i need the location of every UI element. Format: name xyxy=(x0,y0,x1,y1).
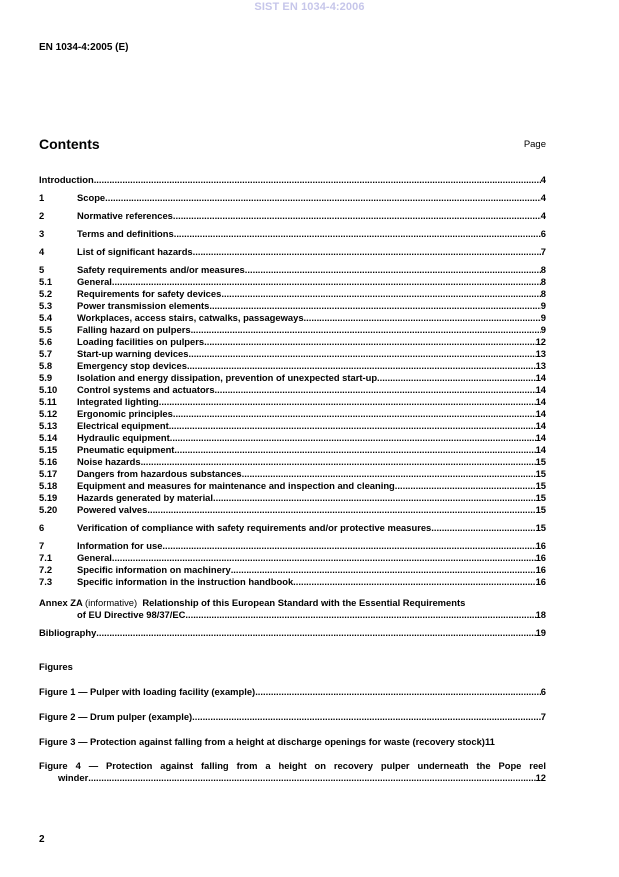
toc-entry-title: Dangers from hazardous substances xyxy=(77,468,242,479)
toc-entry-number: 5.2 xyxy=(39,288,53,299)
toc-entry-page: 4 xyxy=(540,192,546,203)
toc-entry-page: 9 xyxy=(540,312,546,323)
toc-entry-page: 14 xyxy=(535,432,546,443)
toc-entry-page: 9 xyxy=(540,300,546,311)
toc-entry[interactable] xyxy=(39,468,546,480)
page-number: 2 xyxy=(39,834,45,845)
toc-entry[interactable] xyxy=(39,540,546,552)
toc-leader-dots xyxy=(187,360,536,372)
toc-entry-number: 7.3 xyxy=(39,576,53,587)
toc-leader-dots xyxy=(293,576,535,588)
toc-entry-number: 5.1 xyxy=(39,276,53,287)
toc-entry-page: 7 xyxy=(540,246,546,257)
toc-entry[interactable] xyxy=(39,492,546,504)
toc-leader-dots xyxy=(174,444,535,456)
toc-entry-title: List of significant hazards xyxy=(77,246,193,257)
toc-entry-number: 5.15 xyxy=(39,444,58,455)
toc-entry-number: 5.20 xyxy=(39,504,58,515)
toc-entry-page: 15 xyxy=(535,504,546,515)
toc-leader-dots xyxy=(170,432,536,444)
toc-leader-dots xyxy=(215,384,536,396)
figure-title-line1: Figure 4 — Protection against falling from a height on recovery pulper underneath the Pope reel xyxy=(39,760,546,771)
toc-leader-dots xyxy=(162,540,535,552)
toc-annex-entry-continued[interactable] xyxy=(39,609,546,621)
toc-entry-title: Information for use xyxy=(77,540,163,551)
figure-title-line2: winder xyxy=(58,772,89,783)
toc-entry-title: Falling hazard on pulpers xyxy=(77,324,191,335)
toc-entry-bibliography[interactable] xyxy=(39,627,546,639)
toc-entry[interactable] xyxy=(39,210,546,222)
toc-entry-title: Emergency stop devices xyxy=(77,360,187,371)
toc-entry[interactable] xyxy=(39,384,546,396)
toc-leader-dots xyxy=(141,456,536,468)
toc-leader-dots xyxy=(112,552,536,564)
toc-entry-page: 14 xyxy=(535,384,546,395)
toc-entry-title: Introduction xyxy=(39,174,94,185)
figure-title: Figure 2 — Drum pulper (example) xyxy=(39,711,193,722)
figure-page: 7 xyxy=(540,711,546,722)
toc-entry-number: 7.2 xyxy=(39,564,53,575)
toc-entry-title: Specific information on machinery xyxy=(77,564,231,575)
toc-entry[interactable] xyxy=(39,348,546,360)
toc-leader-dots xyxy=(169,420,536,432)
toc-entry-number: 1 xyxy=(39,192,45,203)
toc-entry-page: 14 xyxy=(535,408,546,419)
toc-entry-title: Integrated lighting xyxy=(77,396,159,407)
toc-entry[interactable] xyxy=(39,564,546,576)
toc-entry[interactable] xyxy=(39,192,546,204)
figure-entry[interactable] xyxy=(39,686,546,698)
annex-title-line1: Relationship of this European Standard with the Essential Requirements xyxy=(142,597,466,608)
toc-entry-page: 15 xyxy=(535,456,546,467)
toc-entry-number: 5.7 xyxy=(39,348,53,359)
toc-entry-number: 4 xyxy=(39,246,45,257)
toc-leader-dots xyxy=(245,264,541,276)
figure-entry[interactable] xyxy=(39,760,546,772)
toc-entry-title: Pneumatic equipment xyxy=(77,444,175,455)
figure-entry-continued[interactable] xyxy=(58,772,546,784)
toc-entry-page: 4 xyxy=(540,210,546,221)
toc-entry-number: 5.12 xyxy=(39,408,58,419)
toc-entry-number: 2 xyxy=(39,210,45,221)
toc-entry-page: 13 xyxy=(535,348,546,359)
document-id: EN 1034-4:2005 (E) xyxy=(39,42,129,53)
toc-entry-title: General xyxy=(77,552,112,563)
toc-leader-dots xyxy=(173,408,536,420)
toc-entry-page: 19 xyxy=(535,627,546,638)
toc-leader-dots xyxy=(88,772,535,784)
toc-entry-page: 8 xyxy=(540,264,546,275)
toc-entry[interactable] xyxy=(39,552,546,564)
toc-entry-number: 5.11 xyxy=(39,396,57,407)
figure-entry[interactable] xyxy=(39,711,546,723)
toc-leader-dots xyxy=(159,396,536,408)
toc-annex-entry[interactable] xyxy=(39,597,465,609)
toc-entry-page: 14 xyxy=(535,396,546,407)
toc-leader-dots xyxy=(191,324,541,336)
toc-entry-number: 5.17 xyxy=(39,468,58,479)
toc-entry-page: 15 xyxy=(535,492,546,503)
toc-entry-page: 16 xyxy=(535,552,546,563)
toc-leader-dots xyxy=(105,192,541,204)
toc-entry[interactable] xyxy=(39,408,546,420)
toc-entry-introduction[interactable] xyxy=(39,174,546,186)
toc-entry-number: 5.16 xyxy=(39,456,58,467)
toc-entry-title: Specific information in the instruction handbook xyxy=(77,576,294,587)
toc-entry-title: Ergonomic principles xyxy=(77,408,173,419)
toc-entry-title: Loading facilities on pulpers xyxy=(77,336,205,347)
toc-entry-title: Start-up warning devices xyxy=(77,348,189,359)
toc-entry-page: 12 xyxy=(535,336,546,347)
toc-entry[interactable] xyxy=(39,432,546,444)
toc-entry[interactable] xyxy=(39,360,546,372)
figure-title: Figure 3 — Protection against falling from a height at discharge openings for waste (recovery stock) xyxy=(39,736,485,747)
toc-entry-number: 5.9 xyxy=(39,372,53,383)
toc-entry-page: 14 xyxy=(535,372,546,383)
toc-entry-number: 7 xyxy=(39,540,45,551)
toc-leader-dots xyxy=(174,228,541,240)
toc-entry-title: Powered valves xyxy=(77,504,148,515)
toc-leader-dots xyxy=(255,686,541,698)
toc-leader-dots xyxy=(431,522,535,534)
toc-entry-number: 5.13 xyxy=(39,420,58,431)
page-column-label: Page xyxy=(523,139,546,150)
annex-label: Annex ZA xyxy=(39,597,83,608)
toc-leader-dots xyxy=(204,336,535,348)
figure-page: 6 xyxy=(540,686,546,697)
toc-entry-number: 5.8 xyxy=(39,360,53,371)
toc-entry-number: 3 xyxy=(39,228,45,239)
toc-entry-title: Requirements for safety devices xyxy=(77,288,222,299)
toc-entry-title: Safety requirements and/or measures xyxy=(77,264,245,275)
toc-entry[interactable] xyxy=(39,288,546,300)
toc-leader-dots xyxy=(94,174,541,186)
toc-entry[interactable] xyxy=(39,576,546,588)
toc-entry[interactable] xyxy=(39,312,546,324)
toc-entry-title: Electrical equipment xyxy=(77,420,169,431)
toc-entry-page: 6 xyxy=(540,228,546,239)
toc-entry[interactable] xyxy=(39,504,546,516)
toc-entry-page: 8 xyxy=(540,288,546,299)
toc-entry-number: 5.4 xyxy=(39,312,53,323)
toc-entry-number: 7.1 xyxy=(39,552,53,563)
toc-entry[interactable] xyxy=(39,228,546,240)
toc-entry-title: Normative references xyxy=(77,210,173,221)
toc-entry-page: 9 xyxy=(540,324,546,335)
toc-entry-page: 4 xyxy=(540,174,546,185)
toc-entry-page: 16 xyxy=(535,540,546,551)
toc-entry[interactable] xyxy=(39,372,546,384)
toc-entry-page: 16 xyxy=(535,564,546,575)
toc-leader-dots xyxy=(185,609,535,621)
toc-entry-title: Equipment and measures for maintenance and inspection and cleaning xyxy=(77,480,395,491)
toc-entry-number: 5.6 xyxy=(39,336,53,347)
toc-entry-number: 5.18 xyxy=(39,480,58,491)
toc-leader-dots xyxy=(377,372,536,384)
toc-entry-page: 8 xyxy=(540,276,546,287)
toc-entry-title: Isolation and energy dissipation, prevention of unexpected start-up xyxy=(77,372,378,383)
figure-entry[interactable] xyxy=(39,736,546,748)
toc-entry-number: 5 xyxy=(39,264,45,275)
annex-qualifier: (informative) xyxy=(85,597,138,608)
toc-entry[interactable] xyxy=(39,336,546,348)
toc-entry-number: 5.5 xyxy=(39,324,53,335)
toc-leader-dots xyxy=(192,711,541,723)
toc-entry-number: 5.19 xyxy=(39,492,58,503)
toc-entry[interactable] xyxy=(39,444,546,456)
toc-entry[interactable] xyxy=(39,246,546,258)
toc-entry-page: 15 xyxy=(535,522,546,533)
toc-leader-dots xyxy=(96,627,535,639)
toc-entry-title: Terms and definitions xyxy=(77,228,174,239)
toc-leader-dots xyxy=(395,480,536,492)
figures-heading: Figures xyxy=(39,661,73,672)
toc-entry-title: Scope xyxy=(77,192,106,203)
toc-entry-number: 5.10 xyxy=(39,384,58,395)
figure-page: 11 xyxy=(484,736,495,747)
toc-entry-title: Bibliography xyxy=(39,627,97,638)
toc-entry-title: Verification of compliance with safety requirements and/or protective measures xyxy=(77,522,432,533)
toc-entry[interactable] xyxy=(39,480,546,492)
toc-leader-dots xyxy=(213,492,536,504)
toc-entry-title: Control systems and actuators xyxy=(77,384,215,395)
toc-leader-dots xyxy=(193,246,541,258)
toc-entry-title: Power transmission elements xyxy=(77,300,210,311)
watermark-header: SIST EN 1034-4:2006 xyxy=(254,1,365,13)
toc-entry-number: 5.14 xyxy=(39,432,58,443)
toc-entry-number: 5.3 xyxy=(39,300,53,311)
toc-leader-dots xyxy=(221,288,540,300)
toc-entry[interactable] xyxy=(39,264,546,276)
toc-entry-title: General xyxy=(77,276,112,287)
toc-entry[interactable] xyxy=(39,324,546,336)
toc-leader-dots xyxy=(112,276,541,288)
toc-entry-page: 15 xyxy=(535,480,546,491)
toc-leader-dots xyxy=(231,564,536,576)
toc-entry[interactable] xyxy=(39,300,546,312)
toc-entry-page: 16 xyxy=(535,576,546,587)
toc-entry-title: Noise hazards xyxy=(77,456,141,467)
figure-page: 12 xyxy=(535,772,546,783)
toc-entry[interactable] xyxy=(39,276,546,288)
toc-leader-dots xyxy=(188,348,535,360)
toc-entry-page: 14 xyxy=(535,444,546,455)
toc-leader-dots xyxy=(147,504,535,516)
toc-entry-page: 15 xyxy=(535,468,546,479)
toc-entry[interactable] xyxy=(39,456,546,468)
toc-entry-number: 6 xyxy=(39,522,45,533)
annex-title-line2: of EU Directive 98/37/EC xyxy=(77,609,186,620)
toc-entry[interactable] xyxy=(39,522,546,534)
contents-title: Contents xyxy=(39,136,100,152)
toc-entry-title: Hydraulic equipment xyxy=(77,432,170,443)
toc-entry-page: 14 xyxy=(535,420,546,431)
toc-leader-dots xyxy=(209,300,540,312)
toc-entry[interactable] xyxy=(39,396,546,408)
toc-leader-dots xyxy=(242,468,536,480)
toc-entry-page: 18 xyxy=(535,609,546,620)
toc-entry-page: 13 xyxy=(535,360,546,371)
toc-entry[interactable] xyxy=(39,420,546,432)
toc-entry-title: Workplaces, access stairs, catwalks, passageways xyxy=(77,312,304,323)
toc-entry-title: Hazards generated by material xyxy=(77,492,213,503)
toc-leader-dots xyxy=(304,312,541,324)
figure-title: Figure 1 — Pulper with loading facility (example) xyxy=(39,686,256,697)
toc-leader-dots xyxy=(173,210,541,222)
